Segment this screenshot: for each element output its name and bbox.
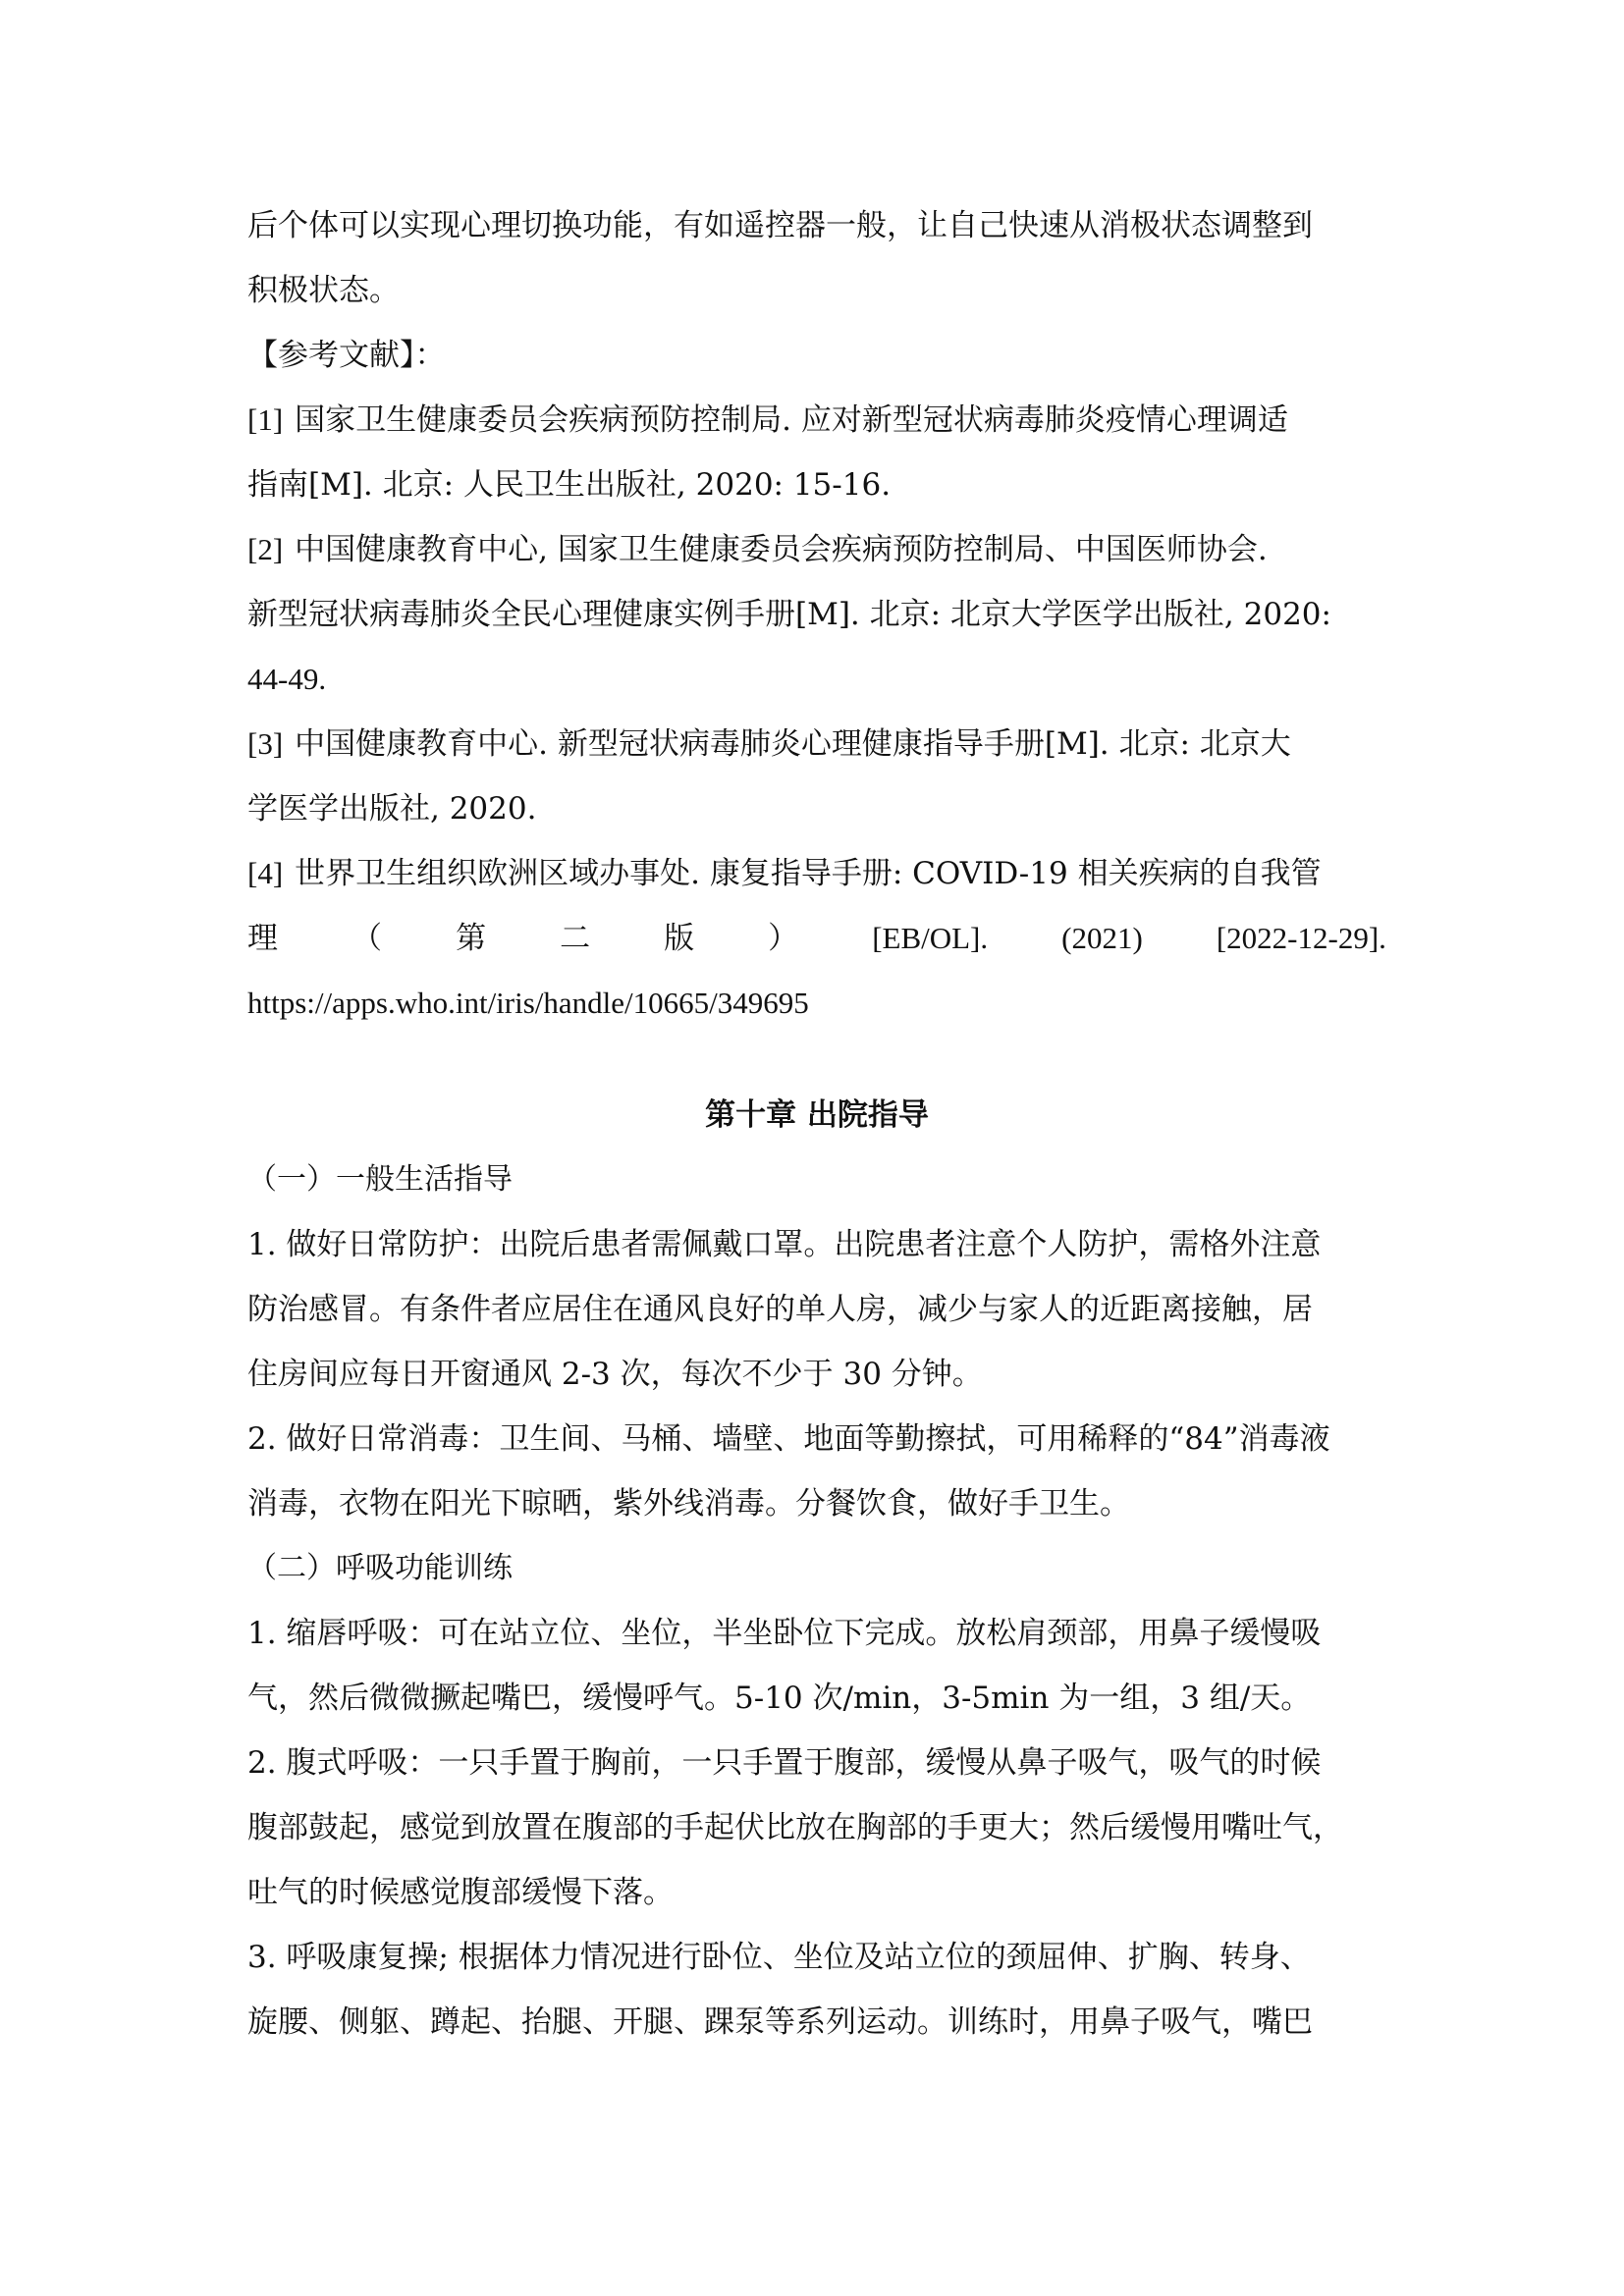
section-1-p2-line-1: 2. 做好日常消毒：卫生间、马桶、墙壁、地面等勤擦拭，可用稀释的“84”消毒液: [247, 1421, 1330, 1457]
reference-4-text: 世界卫生组织欧洲区域办事处. 康复指导手册: COVID-19 相关疾病的自我管: [295, 856, 1322, 891]
reference-4-line-2: [247, 917, 1386, 982]
reference-2-line-3: 44-49.: [247, 662, 327, 696]
section-2-heading: （二）呼吸功能训练: [247, 1551, 513, 1585]
reference-4-line-1: [247, 852, 1386, 917]
reference-4-part: [EB/OL].: [872, 921, 989, 955]
reference-2-number: [2]: [247, 532, 284, 566]
intro-line-1: 后个体可以实现心理切换功能，有如遥控器一般，让自己快速从消极状态调整到: [247, 208, 1313, 243]
chapter-title: 第十章 出院指导: [705, 1097, 929, 1133]
references-heading: 【参考文献】：: [247, 338, 446, 373]
section-2-p2-line-3: 吐气的时候感觉腹部缓慢下落。: [247, 1875, 674, 1910]
reference-4-part: ）: [768, 921, 799, 956]
reference-3-text: 中国健康教育中心. 新型冠状病毒肺炎心理健康指导手册[M]. 北京: 北京大: [295, 726, 1291, 762]
reference-2-line-2: 新型冠状病毒肺炎全民心理健康实例手册[M]. 北京: 北京大学医学出版社, 2020:: [247, 597, 1331, 632]
reference-2-line-1: [247, 528, 1386, 593]
document-page: [247, 204, 1386, 2065]
intro-line-2: 积极状态。: [247, 273, 400, 308]
reference-4-line-3: [247, 982, 1386, 1046]
reference-4-number: [4]: [247, 856, 284, 890]
section-2-p2-line-1: 2. 腹式呼吸：一只手置于胸前，一只手置于腹部，缓慢从鼻子吸气，吸气的时候: [247, 1745, 1322, 1781]
reference-4-part: 版: [664, 921, 695, 956]
section-1-p1-line-3: 住房间应每日开窗通风 2-3 次，每次不少于 30 分钟。: [247, 1357, 983, 1392]
reference-3-line-2: 学医学出版社, 2020.: [247, 791, 537, 827]
section-2-p3-line-2: 旋腰、侧躯、蹲起、抬腿、开腿、踝泵等系列运动。训练时，用鼻子吸气，嘴巴: [247, 2004, 1313, 2040]
section-2-p1-line-1: 1. 缩唇呼吸：可在站立位、坐位，半坐卧位下完成。放松肩颈部，用鼻子缓慢吸: [247, 1616, 1322, 1651]
reference-3-number: [3]: [247, 726, 284, 761]
reference-4-part: 理: [247, 921, 278, 956]
reference-4-part: [2022-12-29].: [1216, 921, 1386, 955]
reference-4-part: (2021): [1061, 921, 1143, 955]
section-2-p2-line-2: 腹部鼓起，感觉到放置在腹部的手起伏比放在胸部的手更大；然后缓慢用嘴吐气，: [247, 1810, 1343, 1845]
section-2-p1-line-2: 气，然后微微撅起嘴巴，缓慢呼气。5-10 次/min，3-5min 为一组，3 组/天。: [247, 1681, 1312, 1716]
reference-1-number: [1]: [247, 402, 284, 437]
reference-3-line-1: [247, 722, 1386, 787]
section-1-p1-line-2: 防治感冒。有条件者应居住在通风良好的单人房，减少与家人的近距离接触，居: [247, 1292, 1313, 1327]
reference-4-part: 二: [560, 921, 591, 956]
reference-4-url-link[interactable]: https://apps.who.int/iris/handle/10665/349695: [247, 986, 809, 1020]
section-1-p1-line-1: 1. 做好日常防护：出院后患者需佩戴口罩。出院患者注意个人防护，需格外注意: [247, 1227, 1322, 1262]
reference-1-line-1: [247, 399, 1386, 463]
section-2-p3-line-1: 3. 呼吸康复操; 根据体力情况进行卧位、坐位及站立位的颈屈伸、扩胸、转身、: [247, 1940, 1311, 1975]
section-1-p2-line-2: 消毒，衣物在阳光下晾晒，紫外线消毒。分餐饮食，做好手卫生。: [247, 1486, 1130, 1522]
reference-1-text: 国家卫生健康委员会疾病预防控制局. 应对新型冠状病毒肺炎疫情心理调适: [295, 402, 1288, 438]
reference-1-line-2: 指南[M]. 北京: 人民卫生出版社, 2020: 15-16.: [247, 467, 892, 503]
reference-4-part: （: [352, 921, 383, 956]
reference-2-text: 中国健康教育中心, 国家卫生健康委员会疾病预防控制局、中国医师协会.: [295, 532, 1268, 567]
reference-4-part: 第: [456, 921, 487, 956]
section-1-heading: （一）一般生活指导: [247, 1162, 513, 1197]
